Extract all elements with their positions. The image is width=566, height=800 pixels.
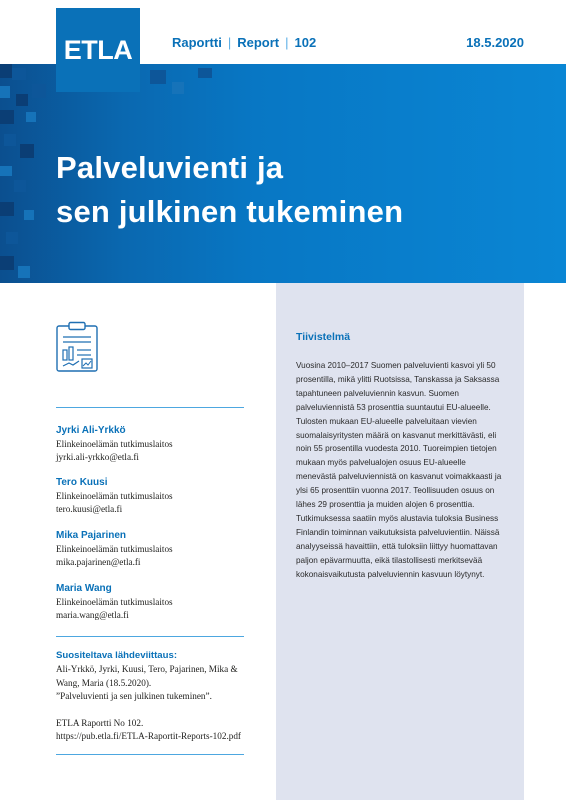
series-en: Report — [237, 35, 280, 50]
banner-tile — [6, 232, 18, 244]
banner-tile — [18, 266, 30, 278]
report-number: 102 — [294, 35, 317, 50]
series-separator: | — [227, 35, 232, 50]
author-organization: Elinkeinoelämän tutkimuslaitos — [56, 597, 173, 607]
title-line-1: Palveluvienti ja — [56, 150, 284, 185]
banner-tile — [24, 210, 34, 220]
report-series — [172, 35, 316, 50]
citation-line: Ali-Yrkkö, Jyrki, Kuusi, Tero, Pajarinen, Mika & — [56, 664, 238, 674]
author-organization: Elinkeinoelämän tutkimuslaitos — [56, 491, 173, 501]
number-separator: | — [285, 35, 289, 50]
divider — [56, 407, 244, 408]
banner-tile — [0, 256, 14, 270]
banner-tile — [0, 202, 14, 216]
summary-heading: Tiivistelmä — [296, 331, 351, 343]
banner-tile — [4, 134, 16, 146]
banner-tile — [14, 180, 26, 192]
author-email[interactable]: mika.pajarinen@etla.fi — [56, 557, 141, 567]
author-organization: Elinkeinoelämän tutkimuslaitos — [56, 544, 173, 554]
author-name: Tero Kuusi — [56, 477, 108, 488]
etla-logo — [56, 8, 140, 92]
banner-tile — [0, 86, 10, 98]
author-email[interactable]: maria.wang@etla.fi — [56, 610, 129, 620]
banner-tile — [20, 144, 34, 158]
summary-body: Vuosina 2010–2017 Suomen palveluvienti kasvoi yli 50 prosentilla, mikä ylitti Ruotsissa, Tanskassa ja Saksassa tapahtuneen palveluviennin kasvun. Suomen palveluviennistä 53 prosenttia suuntautui EU-alueelle. Tulosten mukaan EU-alueelle palveluitaan vievien suomalaisyritysten määrä on kasvanut merkittävästi, eli noin 55 prosentilla vuodesta 2010. Tuoreimpien tietojen mukaan myös palvelualojen osuus EU-alueelle menevästä palveluviennistä on kasvanut voimakkaasti ja ylsi 65 prosenttiin vuonna 2017. Teollisuuden osuus on lähes 29 prosenttia ja muiden alojen 6 prosenttia. Tutkimuksessa saatiin myös alustavia tuloksia Business Finlandin toiminnan vaikutuksista palveluvientiin. Näissä analyyseissä havaittiin, että tuloksiin liittyy huomattavan paljon epävarmuutta, eikä tilastollisesti merkitsevää kokonaisvaikutusta palveluviennin kasvuun löytynyt. — [296, 361, 502, 579]
banner-tile — [0, 110, 14, 124]
title-banner — [0, 64, 566, 283]
author-name: Maria Wang — [56, 583, 112, 594]
author-email[interactable]: jyrki.ali-yrkko@etla.fi — [56, 452, 139, 462]
author-name: Mika Pajarinen — [56, 530, 127, 541]
author-entry — [56, 424, 256, 464]
report-url-link[interactable]: https://pub.etla.fi/ETLA-Raportit-Reports-102.pdf — [56, 731, 241, 741]
series-fi: Raportti — [172, 35, 222, 50]
banner-tile — [198, 68, 212, 78]
divider — [56, 636, 244, 637]
banner-tile — [0, 64, 12, 78]
author-organization: Elinkeinoelämän tutkimuslaitos — [56, 439, 173, 449]
banner-tile — [172, 82, 184, 94]
citation-gap — [56, 704, 256, 717]
banner-tile — [150, 70, 166, 84]
logo-text: ETLA — [63, 34, 133, 65]
report-reference: ETLA Raportti No 102. — [56, 717, 144, 728]
banner-tile — [26, 112, 36, 122]
title-line-2: sen julkinen tukeminen — [56, 194, 404, 229]
banner-tile — [32, 84, 46, 98]
divider — [56, 754, 244, 755]
publication-date: 18.5.2020 — [466, 35, 524, 50]
citation-heading: Suositeltava lähdeviittaus: — [56, 650, 178, 661]
clipboard-chart-icon — [55, 321, 99, 373]
citation-text — [56, 663, 256, 744]
author-entry — [56, 529, 256, 569]
citation-line: Wang, Maria (18.5.2020). — [56, 677, 152, 688]
report-title — [56, 146, 403, 234]
author-entry — [56, 582, 256, 622]
banner-tile — [16, 94, 28, 106]
author-entry — [56, 476, 256, 516]
banner-tile — [12, 68, 26, 80]
citation-line: ”Palveluvienti ja sen julkinen tukeminen”. — [56, 691, 212, 701]
author-name: Jyrki Ali-Yrkkö — [56, 425, 126, 436]
author-email[interactable]: tero.kuusi@etla.fi — [56, 504, 123, 514]
banner-tile — [0, 166, 12, 176]
